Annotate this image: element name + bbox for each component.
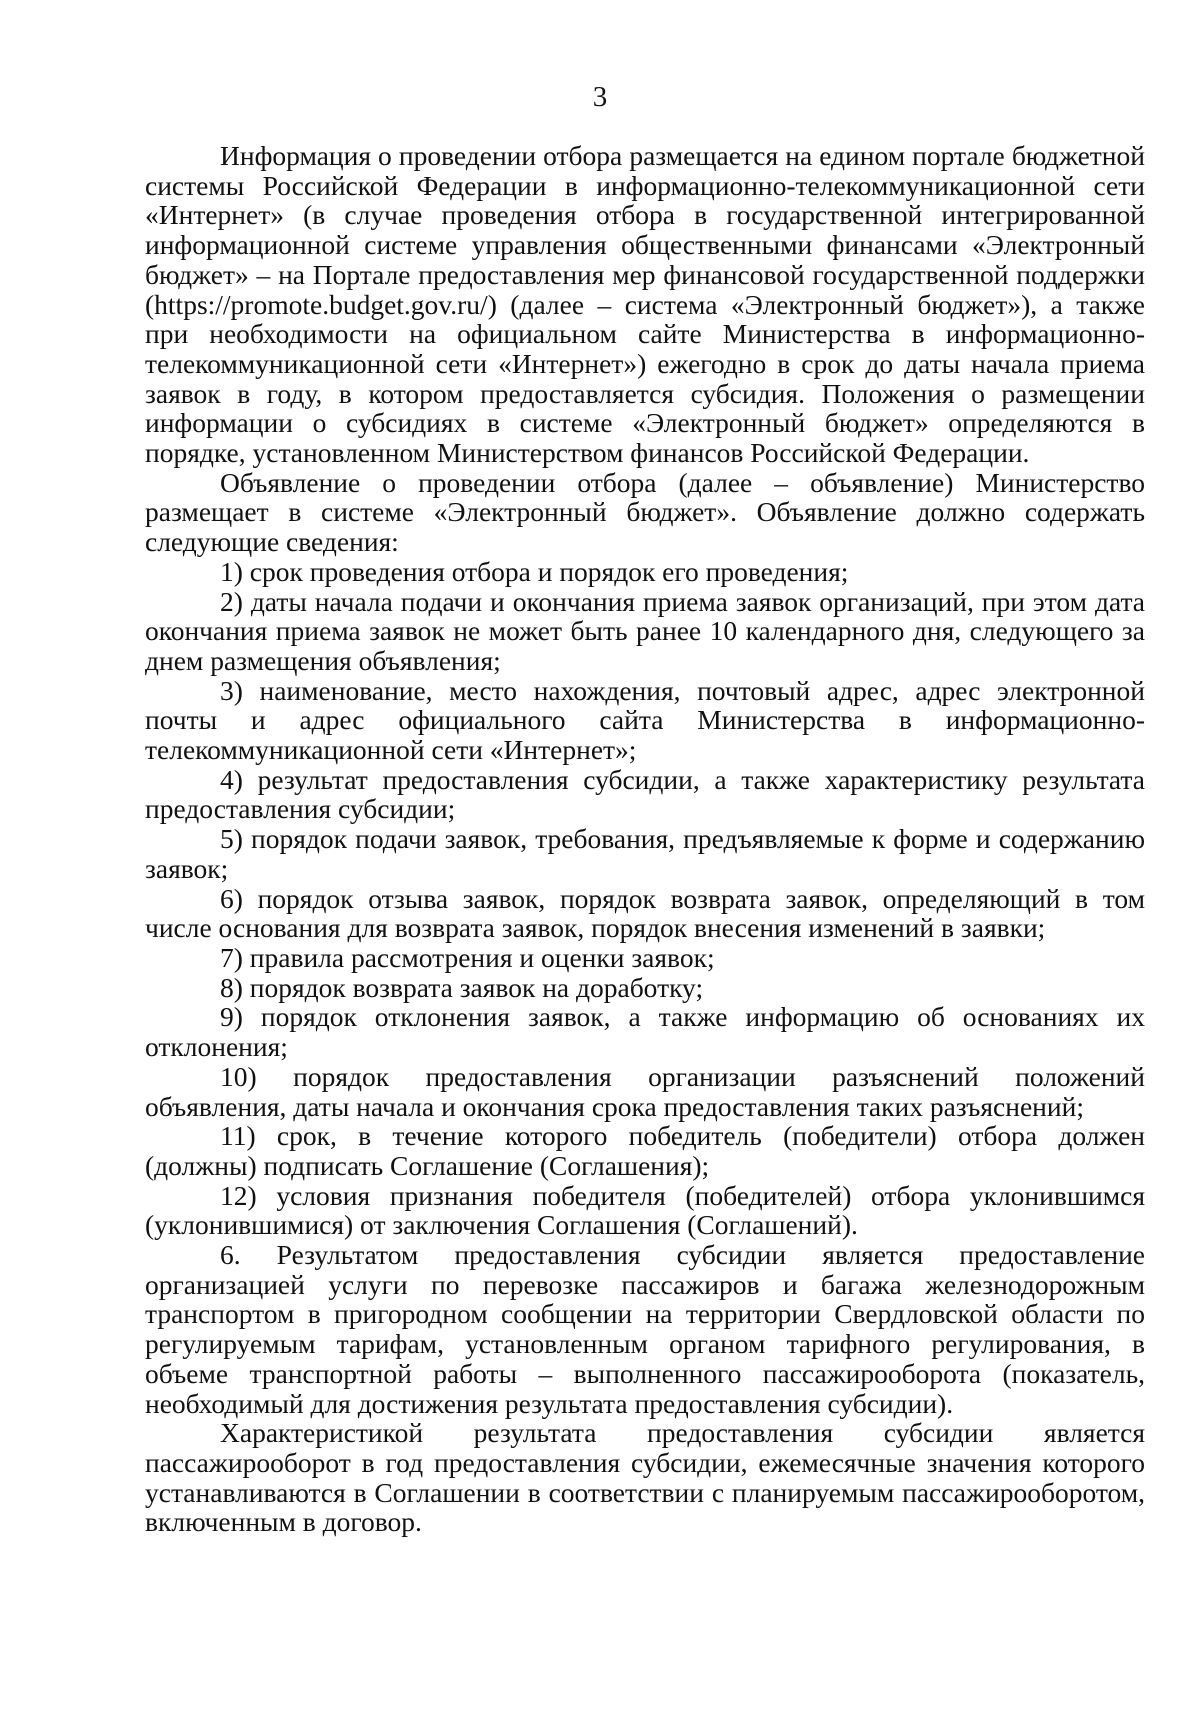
- paragraph-result-characteristic: Характеристикой результата предоставления субсидии является пассажирооборот в год предоставления субсидии, ежемесячные значения которого устанавливаются в Соглашении в соответствии с планируемым пассажирооборотом, включенным в договор.: [145, 1417, 1145, 1538]
- list-item-10: 10) порядок предоставления организации разъяснений положений объявления, даты начала и окончания срока предоставления таких разъяснений;: [145, 1060, 1145, 1122]
- list-item-3: 3) наименование, место нахождения, почтовый адрес, адрес электронной почты и адрес официального сайта Министерства в информационно-телекоммуникационной сети «Интернет»;: [145, 674, 1145, 766]
- list-item-4: 4) результат предоставления субсидии, а также характеристику результата предоставления субсидии;: [145, 763, 1145, 825]
- page-number: 3: [592, 81, 608, 113]
- paragraph-info-placement: Информация о проведении отбора размещается на едином портале бюджетной системы Российской Федерации в информационно-телекоммуникационной сети «Интернет» (в случае проведения отбора в государственной интегрированной информационной системе управления общественными финансами «Электронный бюджет» – на Портале предоставления мер финансовой государственной поддержки (https://promote.budget.gov.ru/) (далее – система «Электронный бюджет»), а также при необходимости на официальном сайте Министерства в информационно-телекоммуникационной сети «Интернет») ежегодно в срок до даты начала приема заявок в году, в котором предоставляется субсидия. Положения о размещении информации о субсидиях в системе «Электронный бюджет» определяются в порядке, установленном Министерством финансов Российской Федерации.: [145, 140, 1145, 469]
- list-item-2: 2) даты начала подачи и окончания приема заявок организаций, при этом дата окончания приема заявок не может быть ранее 10 календарного дня, следующего за днем размещения объявления;: [145, 585, 1145, 676]
- document-body: [145, 141, 1145, 1537]
- list-item-9: 9) порядок отклонения заявок, а также информацию об основаниях их отклонения;: [145, 1001, 1145, 1063]
- list-item-12: 12) условия признания победителя (победителей) отбора уклонившимся (уклонившимися) от заключения Соглашения (Соглашений).: [145, 1179, 1145, 1241]
- list-item-1: 1) срок проведения отбора и порядок его проведения;: [220, 555, 849, 587]
- list-item-6: 6) порядок отзыва заявок, порядок возврата заявок, определяющий в том числе основания для возврата заявок, порядок внесения изменений в заявки;: [145, 882, 1145, 944]
- paragraph-section-6-result: 6. Результатом предоставления субсидии является предоставление организацией услуги по перевозке пассажиров и багажа железнодорожным транспортом в пригородном сообщении на территории Свердловской области по регулируемым тарифам, установленным органом тарифного регулирования, в объеме транспортной работы – выполненного пассажирооборота (показатель, необходимый для достижения результата предоставления субсидии).: [145, 1239, 1145, 1419]
- list-item-5: 5) порядок подачи заявок, требования, предъявляемые к форме и содержанию заявок;: [145, 823, 1145, 884]
- list-item-7: 7) правила рассмотрения и оценки заявок;: [220, 941, 715, 973]
- list-item-11: 11) срок, в течение которого победитель (победители) отбора должен (должны) подписать Соглашение (Соглашения);: [145, 1120, 1145, 1181]
- list-item-8: 8) порядок возврата заявок на доработку;: [220, 971, 704, 1003]
- paragraph-announcement-intro: Объявление о проведении отбора (далее – объявление) Министерство размещает в системе «Электронный бюджет». Объявление должно содержать следующие сведения:: [145, 466, 1145, 558]
